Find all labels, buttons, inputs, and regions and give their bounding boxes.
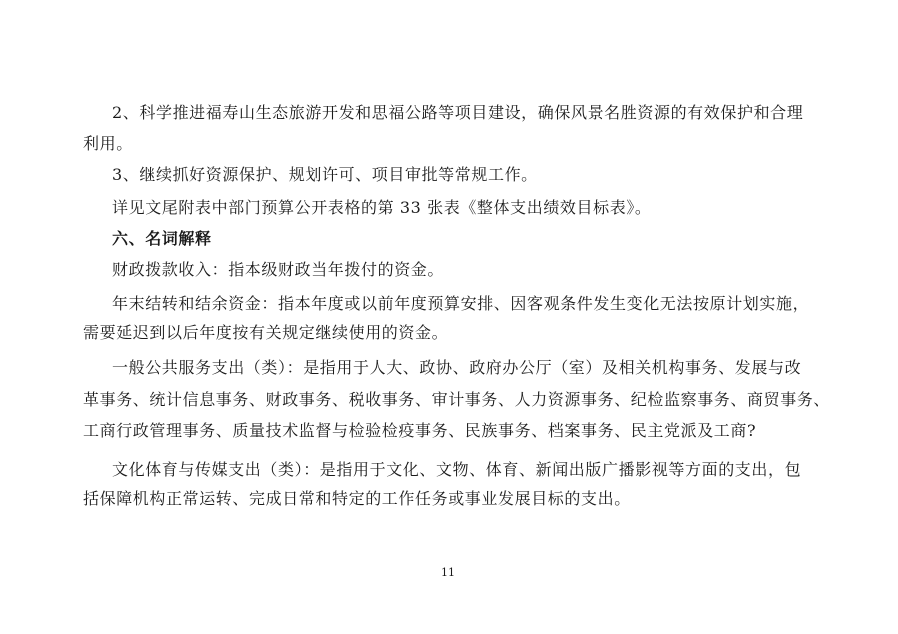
paragraph-line: 工商行政管理事务、质量技术监督与检验检疫事务、民族事务、档案事务、民主党派及工商? (83, 421, 757, 440)
paragraph-line: 利用。 (83, 134, 133, 153)
paragraph-line: 需要延迟到以后年度按有关规定继续使用的资金。 (83, 323, 449, 342)
paragraph-line: 详见文尾附表中部门预算公开表格的第 33 张表《整体支出绩效目标表》。 (112, 198, 652, 217)
section-heading: 六、名词解释 (112, 229, 212, 248)
paragraph-line: 2、科学推进福寿山生态旅游开发和思福公路等项目建设，确保风景名胜资源的有效保护和合理 (112, 103, 804, 122)
paragraph-line: 革事务、统计信息事务、财政事务、税收事务、审计事务、人力资源事务、纪检监察事务、商贸事务、 (83, 390, 831, 409)
paragraph-line: 年末结转和结余资金：指本年度或以前年度预算安排、因客观条件发生变化无法按原计划实施， (112, 294, 810, 313)
page-number: 11 (441, 566, 455, 579)
paragraph-line: 括保障机构正常运转、完成日常和特定的工作任务或事业发展目标的支出。 (83, 489, 631, 508)
paragraph-line: 3、继续抓好资源保护、规划许可、项目审批等常规工作。 (112, 165, 538, 184)
paragraph-line: 文化体育与传媒支出（类）：是指用于文化、文物、体育、新闻出版广播影视等方面的支出，包 (112, 460, 802, 479)
paragraph-line: 一般公共服务支出（类）：是指用于人大、政协、政府办公厅（室）及相关机构事务、发展与改 (112, 358, 802, 377)
paragraph-line: 财政拨款收入：指本级财政当年拨付的资金。 (112, 260, 445, 279)
